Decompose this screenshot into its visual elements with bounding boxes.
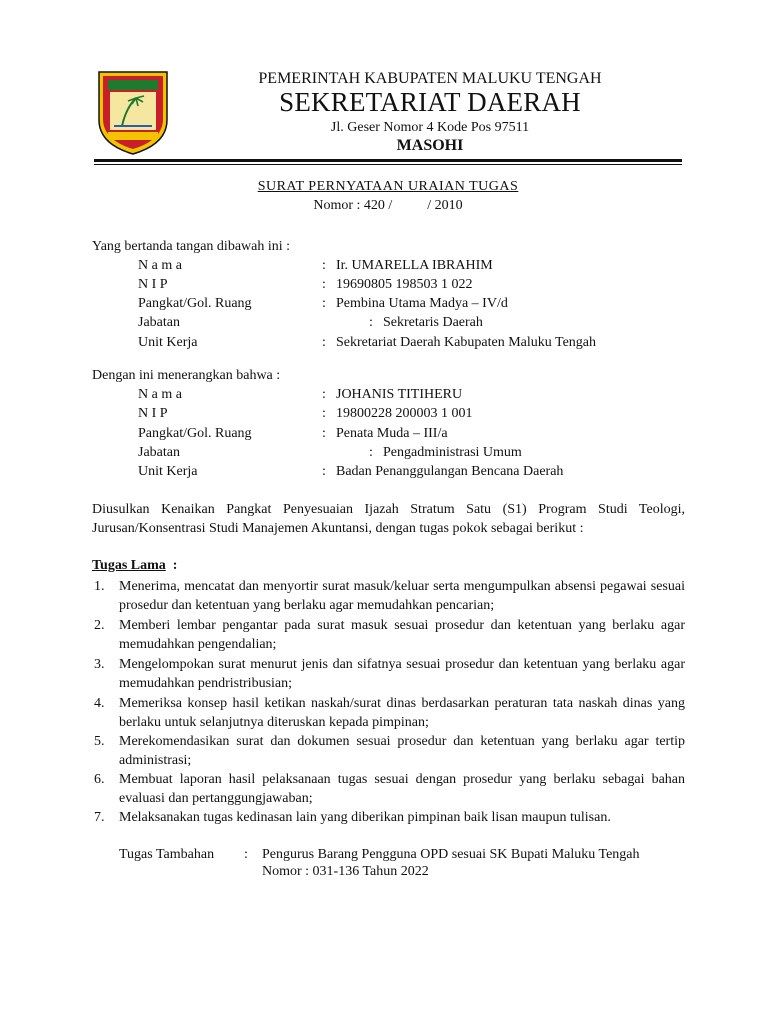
subject-unit-value: Badan Penanggulangan Bencana Daerah (336, 464, 564, 479)
letterhead-city: MASOHI (396, 137, 464, 154)
subject-nip-label: N I P (138, 406, 168, 421)
signer-name-label: N a m a (138, 258, 182, 273)
tugas-tambahan-value-line2: Nomor : 031-136 Tahun 2022 (262, 864, 429, 879)
subject-position-sep: : (369, 445, 373, 460)
subject-unit-label: Unit Kerja (138, 464, 198, 479)
signer-unit-sep: : (322, 335, 326, 350)
signer-nip-sep: : (322, 277, 326, 292)
subject-unit-sep: : (322, 464, 326, 479)
signer-nip-label: N I P (138, 277, 168, 292)
signer-intro: Yang bertanda tangan dibawah ini : (92, 239, 291, 254)
document-title: SURAT PERNYATAAN URAIAN TUGAS (257, 179, 519, 194)
list-item-number: 7. (94, 810, 105, 825)
subject-rank-sep: : (322, 426, 326, 441)
signer-rank-label: Pangkat/Gol. Ruang (138, 296, 252, 311)
list-item-number: 5. (94, 734, 105, 749)
list-item: Mengelompokan surat menurut jenis dan sifatnya sesuai prosedur dan ketentuan yang berlaku agar memudahkan pendristribusian; (119, 657, 685, 691)
letterhead-office: SEKRETARIAT DAERAH (279, 87, 581, 117)
subject-intro: Dengan ini menerangkan bahwa : (92, 368, 281, 383)
subject-nip-sep: : (322, 406, 326, 421)
signer-unit-label: Unit Kerja (138, 335, 198, 350)
subject-name-value: JOHANIS TITIHERU (336, 387, 463, 402)
signer-rank-value: Pembina Utama Madya – IV/d (336, 296, 508, 311)
signer-nip-value: 19690805 198503 1 022 (336, 277, 473, 292)
signer-name-sep: : (322, 258, 326, 273)
signer-name-value: Ir. UMARELLA IBRAHIM (336, 258, 493, 273)
subject-rank-label: Pangkat/Gol. Ruang (138, 426, 252, 441)
list-item: Membuat laporan hasil pelaksanaan tugas sesuai dengan prosedur yang berlaku sebagai bahan evaluasi dan pertanggungjawaban; (119, 772, 685, 806)
letterhead-government: PEMERINTAH KABUPATEN MALUKU TENGAH (258, 70, 602, 87)
signer-position-label: Jabatan (138, 315, 180, 330)
list-item: Memberi lembar pengantar pada surat masuk sesuai prosedur dan ketentuan yang berlaku agar memudahkan pengendalian; (119, 618, 685, 652)
tugas-lama-heading: Tugas Lama : (92, 558, 178, 573)
letterhead-address: Jl. Geser Nomor 4 Kode Pos 97511 (330, 120, 530, 135)
letterhead-divider (94, 159, 682, 162)
letterhead-divider-thin (94, 164, 682, 165)
list-item: Menerima, mencatat dan menyortir surat masuk/keluar serta mengumpulkan absensi pegawai sesuai prosedur dan ketentuan yang berlaku agar memudahkan pencarian; (119, 579, 685, 613)
proposal-paragraph: Diusulkan Kenaikan Pangkat Penyesuaian Ijazah Stratum Satu (S1) Program Studi Teologi, Jurusan/Konsentrasi Studi Manajemen Akuntansi, dengan tugas pokok sebagai berikut : (92, 502, 685, 536)
signer-position-value: Sekretaris Daerah (383, 315, 483, 330)
signer-unit-value: Sekretariat Daerah Kabupaten Maluku Tengah (336, 335, 596, 350)
subject-name-label: N a m a (138, 387, 182, 402)
tugas-tambahan-sep: : (244, 847, 248, 862)
subject-position-value: Pengadministrasi Umum (383, 445, 522, 460)
subject-name-sep: : (322, 387, 326, 402)
subject-nip-value: 19800228 200003 1 001 (336, 406, 473, 421)
subject-position-label: Jabatan (138, 445, 180, 460)
tugas-tambahan-label: Tugas Tambahan (119, 847, 215, 862)
list-item-number: 6. (94, 772, 105, 787)
list-item: Melaksanakan tugas kedinasan lain yang diberikan pimpinan baik lisan maupun tulisan. (119, 810, 611, 825)
document-number: Nomor : 420 / / 2010 (313, 198, 463, 213)
list-item-number: 4. (94, 696, 105, 711)
subject-rank-value: Penata Muda – III/a (336, 426, 448, 441)
list-item: Memeriksa konsep hasil ketikan naskah/surat dinas berdasarkan peraturan tata naskah dinas yang berlaku untuk selanjutnya diteruskan kepada pimpinan; (119, 696, 685, 730)
maluku-tengah-emblem-icon (96, 68, 170, 156)
list-item-number: 1. (94, 579, 105, 594)
list-item-number: 2. (94, 618, 105, 633)
list-item: Merekomendasikan surat dan dokumen sesuai prosedur dan ketentuan yang berlaku agar tertip administrasi; (119, 734, 685, 768)
list-item-number: 3. (94, 657, 105, 672)
signer-position-sep: : (369, 315, 373, 330)
tugas-tambahan-value-line1: Pengurus Barang Pengguna OPD sesuai SK Bupati Maluku Tengah (262, 847, 640, 862)
signer-rank-sep: : (322, 296, 326, 311)
